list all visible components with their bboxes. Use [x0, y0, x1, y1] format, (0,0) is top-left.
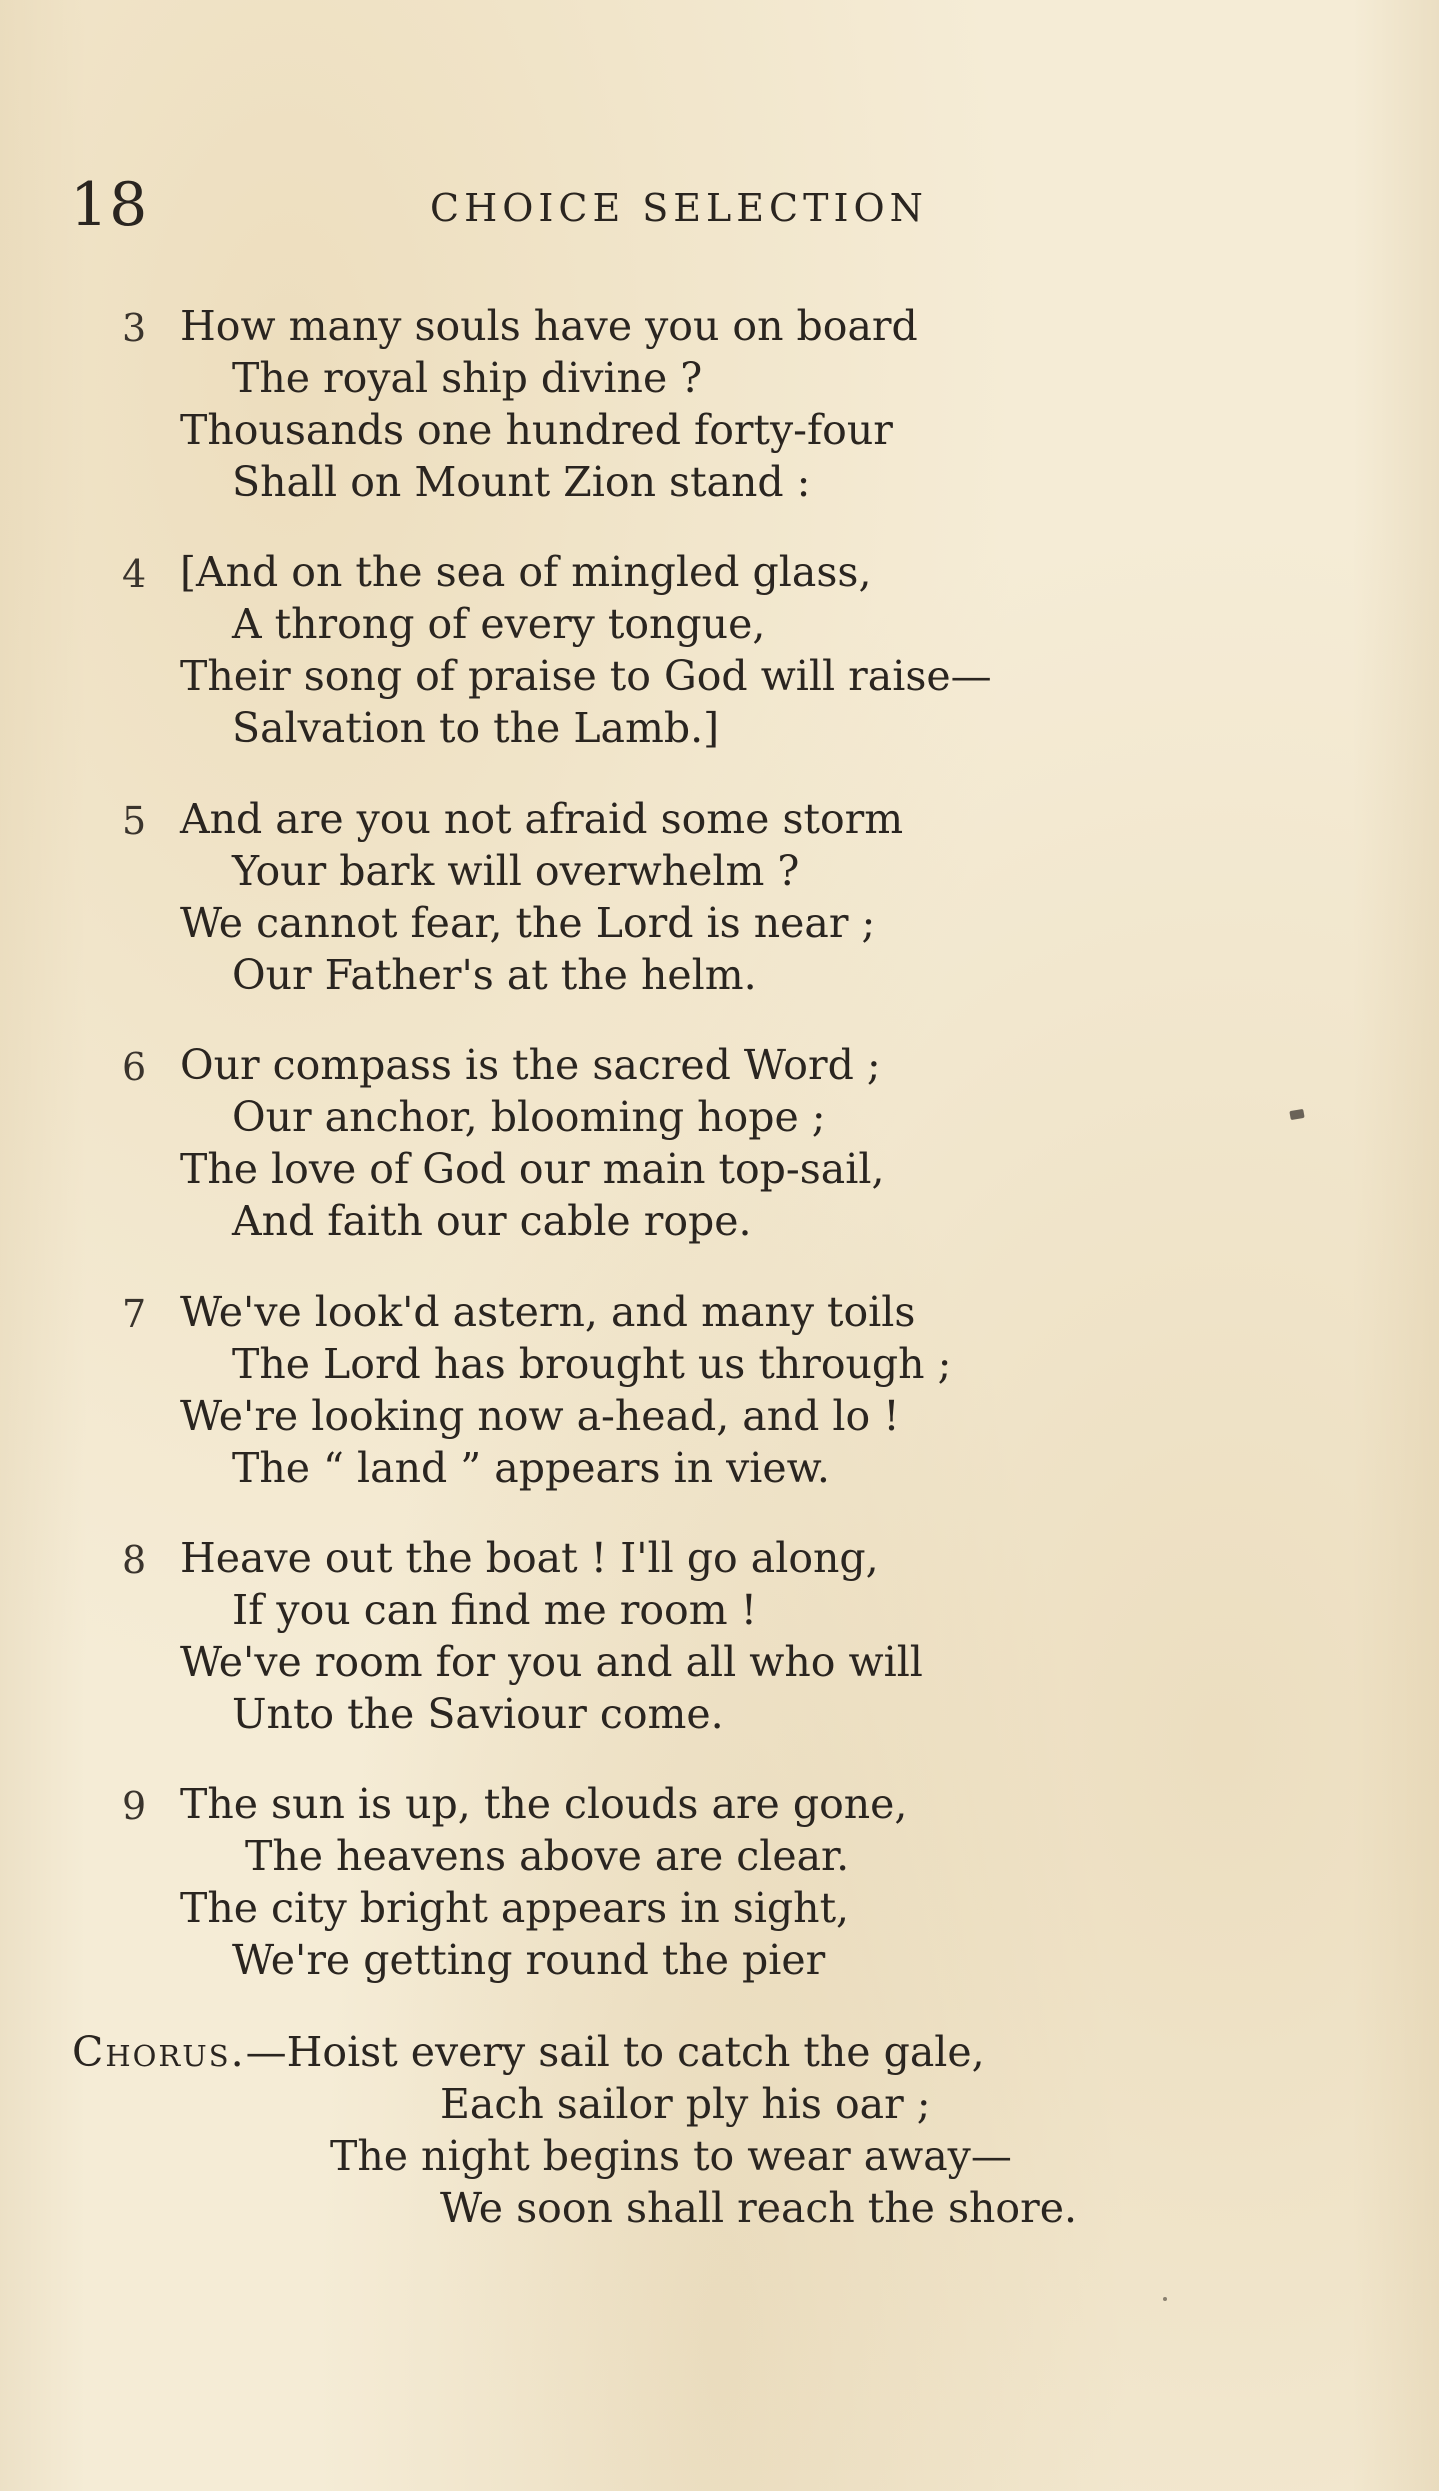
- verse-line: The night begins to wear away—: [330, 2132, 1012, 2180]
- verse-line: Heave out the boat ! I'll go along,: [180, 1534, 879, 1582]
- verse-line: Your bark will overwhelm ?: [232, 847, 800, 895]
- verse-line: —Hoist every sail to catch the gale,: [245, 2028, 985, 2076]
- verse-line: The love of God our main top-sail,: [180, 1145, 885, 1193]
- verse-line: We're looking now a-head, and lo !: [180, 1392, 900, 1440]
- verse-line: The “ land ” appears in view.: [232, 1444, 830, 1492]
- stanza-number: 4: [122, 552, 147, 596]
- chorus-first-line: [72, 2026, 985, 2078]
- verse-line: We've look'd astern, and many toils: [180, 1288, 916, 1336]
- stanza-number: 8: [122, 1538, 147, 1582]
- verse-line: Their song of praise to God will raise—: [180, 652, 992, 700]
- stanza-number: 5: [122, 799, 147, 843]
- verse-line: We're getting round the pier: [232, 1936, 826, 1984]
- stanza-number: 6: [122, 1045, 147, 1089]
- page-header: [70, 170, 1170, 250]
- verse-line: Unto the Saviour come.: [232, 1690, 724, 1738]
- page-number: 18: [70, 170, 149, 240]
- verse-line: We cannot fear, the Lord is near ;: [180, 899, 876, 947]
- running-head: CHOICE SELECTION: [430, 186, 928, 230]
- verse-line: If you can find me room !: [232, 1586, 758, 1634]
- verse-line: And are you not afraid some storm: [180, 795, 904, 843]
- verse-line: The Lord has brought us through ;: [232, 1340, 952, 1388]
- stanza-number: 7: [122, 1292, 147, 1336]
- verse-line: The heavens above are clear.: [245, 1832, 850, 1880]
- verse-line: A throng of every tongue,: [232, 600, 766, 648]
- verse-line: How many souls have you on board: [180, 302, 918, 350]
- verse-line: [And on the sea of mingled glass,: [180, 548, 872, 596]
- stanza-number: 3: [122, 306, 147, 350]
- verse-line: We soon shall reach the shore.: [440, 2184, 1078, 2232]
- verse-line: The sun is up, the clouds are gone,: [180, 1780, 908, 1828]
- stanza-number: 9: [122, 1784, 147, 1828]
- verse-line: Our compass is the sacred Word ;: [180, 1041, 881, 1089]
- verse-line: Salvation to the Lamb.]: [232, 704, 720, 752]
- chorus-label: Chorus.: [72, 2028, 246, 2076]
- verse-line: The city bright appears in sight,: [180, 1884, 850, 1932]
- verse-line: Our Father's at the helm.: [232, 951, 757, 999]
- verse-line: Our anchor, blooming hope ;: [232, 1093, 826, 1141]
- verse-line: Thousands one hundred forty-four: [180, 406, 893, 454]
- verse-line: We've room for you and all who will: [180, 1638, 923, 1686]
- verse-line: Shall on Mount Zion stand :: [232, 458, 811, 506]
- verse-line: Each sailor ply his oar ;: [440, 2080, 931, 2128]
- verse-line: And faith our cable rope.: [232, 1197, 752, 1245]
- ink-speck: [1163, 2297, 1167, 2301]
- verse-line: The royal ship divine ?: [232, 354, 703, 402]
